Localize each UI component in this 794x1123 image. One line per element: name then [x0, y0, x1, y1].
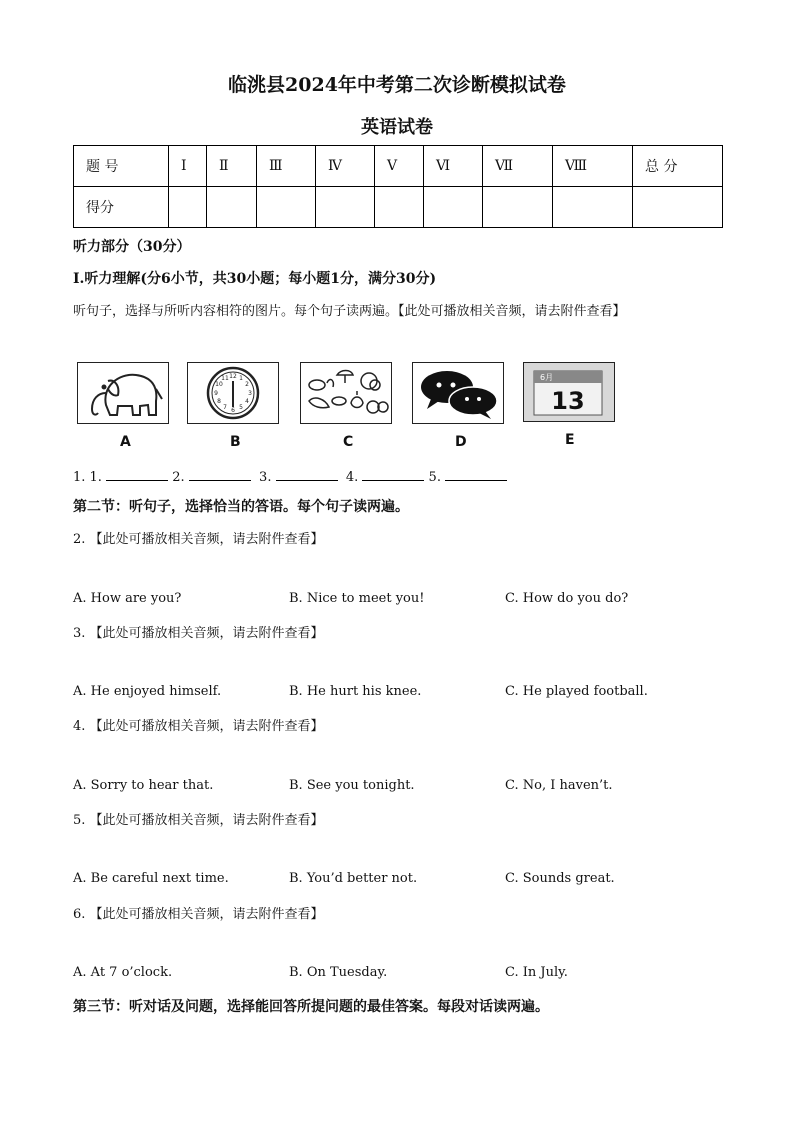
page-title: 临洮县2024年中考第二次诊断模拟试卷 — [228, 74, 566, 96]
answer-blank[interactable] — [189, 466, 251, 481]
svg-text:3: 3 — [248, 390, 252, 397]
score-cell: 题 号 — [74, 146, 169, 187]
listening-section-heading: 听力部分（30分） — [73, 239, 191, 255]
score-cell: Ⅴ — [375, 146, 424, 187]
option-c[interactable]: C. In July. — [505, 965, 568, 980]
score-table-score-row — [74, 187, 723, 228]
option-a[interactable]: A. At 7 o’clock. — [73, 965, 173, 980]
picture-options — [74, 362, 634, 452]
vegetables-icon — [300, 362, 392, 424]
option-b[interactable]: B. Nice to meet you! — [289, 591, 425, 606]
score-cell: Ⅶ — [483, 146, 553, 187]
answer-blanks-line — [73, 466, 507, 485]
picture-option-a — [77, 362, 169, 450]
option-a[interactable]: A. How are you? — [73, 591, 182, 606]
section3-heading: 第三节：听对话及问题，选择能回答所提问题的最佳答案。每段对话读两遍。 — [73, 999, 549, 1015]
svg-text:2: 2 — [245, 381, 249, 388]
svg-text:9: 9 — [214, 390, 218, 397]
question-prompt: 6. 【此处可播放相关音频，请去附件查看】 — [73, 907, 324, 922]
score-cell-empty — [375, 187, 424, 228]
option-b[interactable]: B. On Tuesday. — [289, 965, 388, 980]
score-cell: 总 分 — [633, 146, 723, 187]
answer-blank[interactable] — [362, 466, 424, 481]
svg-text:4: 4 — [245, 398, 249, 405]
option-c[interactable]: C. No, I haven’t. — [505, 778, 613, 793]
answer-blank[interactable] — [276, 466, 338, 481]
option-b[interactable]: B. He hurt his knee. — [289, 684, 422, 699]
option-c[interactable]: C. Sounds great. — [505, 871, 615, 886]
part1-heading: Ⅰ.听力理解(分6小节，共30小题；每小题1分，满分30分) — [73, 271, 437, 287]
question-prompt: 5. 【此处可播放相关音频，请去附件查看】 — [73, 813, 324, 828]
blank-number: 4. — [345, 470, 359, 485]
option-a[interactable]: A. Be careful next time. — [73, 871, 229, 886]
option-a[interactable]: A. Sorry to hear that. — [73, 778, 214, 793]
svg-text:1: 1 — [239, 375, 243, 382]
svg-text:10: 10 — [215, 381, 223, 388]
picture-label: E — [565, 432, 575, 448]
calendar-icon — [523, 362, 615, 422]
page-subtitle: 英语试卷 — [361, 117, 433, 138]
svg-text:5: 5 — [239, 404, 243, 411]
picture-option-b — [187, 362, 279, 450]
score-cell: Ⅵ — [424, 146, 483, 187]
elephant-icon — [77, 362, 169, 424]
score-table-header-row — [74, 146, 723, 187]
section2-heading: 第二节：听句子，选择恰当的答语。每个句子读两遍。 — [73, 499, 409, 515]
score-cell-empty — [316, 187, 375, 228]
score-cell: Ⅰ — [169, 146, 207, 187]
chat-bubbles-icon — [412, 362, 504, 424]
score-cell-empty — [424, 187, 483, 228]
blank-number: 2. — [172, 470, 185, 485]
picture-option-d — [412, 362, 504, 450]
part1-instruction: 听句子，选择与所听内容相符的图片。每个句子读两遍。【此处可播放相关音频，请去附件查看】 — [73, 304, 626, 319]
score-cell-empty — [207, 187, 257, 228]
score-cell: Ⅱ — [207, 146, 257, 187]
question-prompt: 2. 【此处可播放相关音频，请去附件查看】 — [73, 532, 324, 547]
blank-number: 3. — [259, 470, 272, 485]
score-cell: Ⅳ — [316, 146, 375, 187]
answer-blank[interactable] — [445, 466, 507, 481]
score-cell: Ⅲ — [257, 146, 316, 187]
calendar-day: 13 — [551, 387, 585, 415]
score-cell-empty — [553, 187, 633, 228]
svg-text:7: 7 — [223, 404, 227, 411]
clock-icon — [187, 362, 279, 424]
svg-text:6: 6 — [231, 407, 235, 414]
score-cell-empty — [169, 187, 207, 228]
blank-prefix: 1. 1. — [73, 470, 102, 485]
score-cell-empty — [257, 187, 316, 228]
option-a[interactable]: A. He enjoyed himself. — [73, 684, 222, 699]
svg-text:11: 11 — [221, 375, 229, 382]
picture-option-e — [523, 362, 615, 448]
option-c[interactable]: C. He played football. — [505, 684, 648, 699]
score-table — [73, 145, 723, 228]
picture-option-c — [300, 362, 392, 450]
calendar-month: 6月 — [540, 373, 554, 382]
option-b[interactable]: B. See you tonight. — [289, 778, 415, 793]
score-cell: Ⅷ — [553, 146, 633, 187]
answer-blank[interactable] — [106, 466, 168, 481]
svg-text:8: 8 — [217, 398, 221, 405]
svg-text:12: 12 — [229, 373, 237, 380]
picture-label: B — [230, 434, 241, 450]
question-prompt: 3. 【此处可播放相关音频，请去附件查看】 — [73, 626, 324, 641]
picture-label: A — [120, 434, 131, 450]
picture-label: D — [455, 434, 467, 450]
score-cell-empty — [633, 187, 723, 228]
picture-label: C — [343, 434, 354, 450]
question-prompt: 4. 【此处可播放相关音频，请去附件查看】 — [73, 719, 324, 734]
option-b[interactable]: B. You’d better not. — [289, 871, 418, 886]
score-cell-empty — [483, 187, 553, 228]
option-c[interactable]: C. How do you do? — [505, 591, 629, 606]
blank-number: 5. — [428, 470, 441, 485]
score-row-label: 得分 — [74, 187, 169, 228]
